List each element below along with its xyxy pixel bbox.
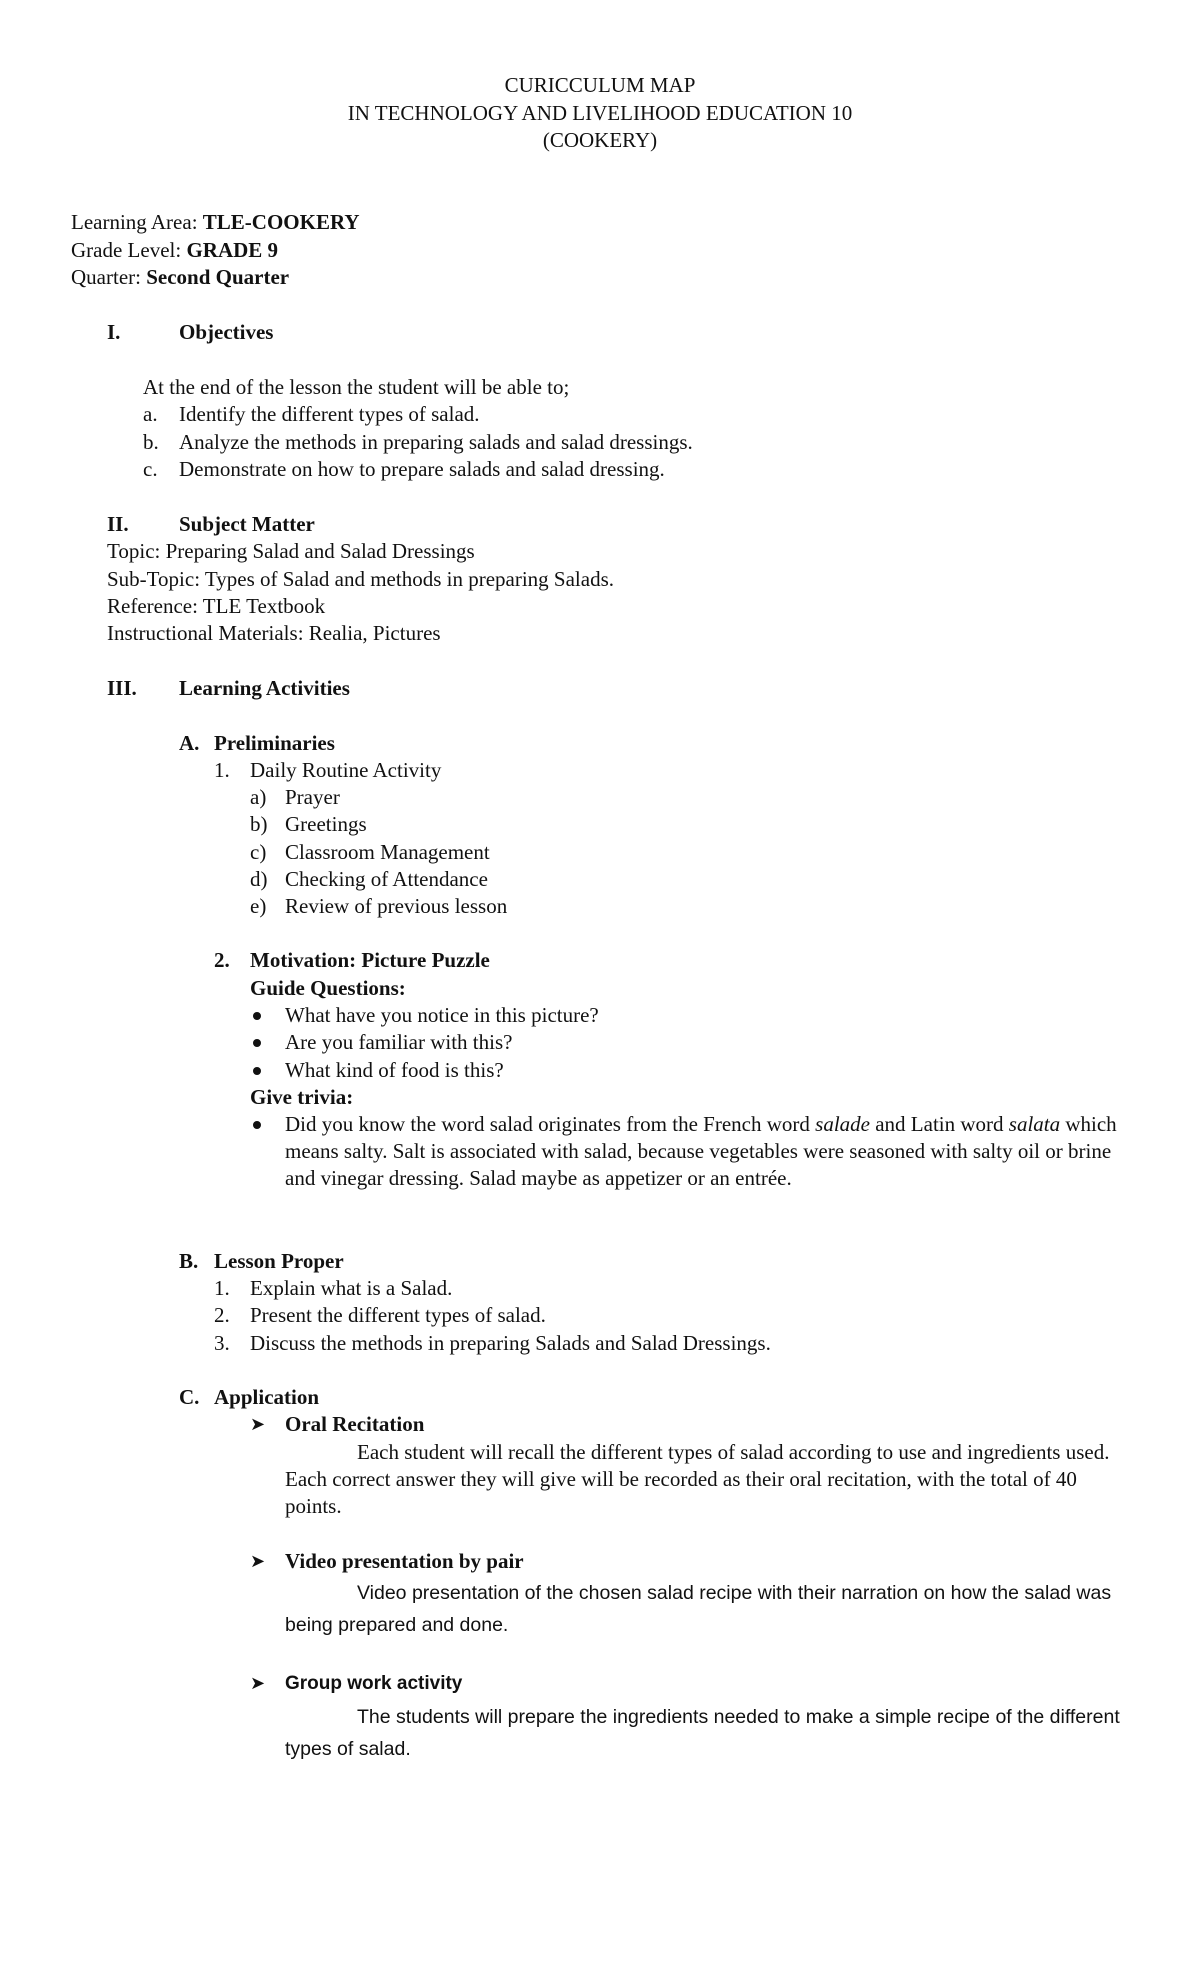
section-title-learning-activities: Learning Activities (179, 676, 350, 700)
routine-title: Daily Routine Activity (250, 758, 442, 782)
objective-marker: c. (143, 457, 158, 481)
subject-topic: Topic: Preparing Salad and Salad Dressings (107, 539, 475, 563)
objective-marker: b. (143, 430, 159, 454)
learning-area-line (71, 209, 360, 236)
group-work-title: Group work activity (285, 1673, 463, 1694)
quarter-label: Quarter: (71, 265, 147, 289)
bullet-icon (253, 1067, 261, 1075)
subject-subtopic: Sub-Topic: Types of Salad and methods in preparing Salads. (107, 567, 615, 591)
objective-marker: a. (143, 402, 158, 426)
routine-item: Greetings (285, 812, 367, 836)
bullet-icon (253, 1012, 261, 1020)
grade-level-value: GRADE 9 (186, 238, 279, 262)
bullet-icon (253, 1121, 261, 1129)
bullet-icon (253, 1039, 261, 1047)
routine-item: Prayer (285, 785, 340, 809)
subsection-title-preliminaries: Preliminaries (214, 731, 335, 755)
grade-level-line (71, 237, 278, 264)
subject-reference: Reference: TLE Textbook (107, 594, 326, 618)
routine-marker: 1. (214, 758, 230, 782)
guide-questions-title: Guide Questions: (250, 976, 406, 1000)
grade-level-label: Grade Level: (71, 238, 187, 262)
motivation-title: Motivation: Picture Puzzle (250, 948, 490, 972)
objective-item: Analyze the methods in preparing salads and salad dressings. (179, 430, 693, 454)
lesson-item: Present the different types of salad. (250, 1303, 546, 1327)
video-presentation-title: Video presentation by pair (285, 1549, 524, 1573)
objective-item: Demonstrate on how to prepare salads and salad dressing. (179, 457, 665, 481)
trivia-word-salade: salade (815, 1112, 870, 1136)
oral-recitation-title: Oral Recitation (285, 1412, 425, 1436)
subsection-letter-application: C. (179, 1385, 200, 1409)
trivia-text: which means salty. Salt is associated with salad, because vegetables were seasoned with salty oil or brine and vinegar dressing. Salad maybe as appetizer or an entrée. (285, 1112, 1117, 1190)
trivia-text: and Latin word (869, 1112, 1009, 1136)
lesson-item-marker: 1. (214, 1276, 230, 1300)
section-title-subject-matter: Subject Matter (179, 512, 315, 536)
trivia-paragraph (285, 1111, 1130, 1192)
objective-item: Identify the different types of salad. (179, 402, 480, 426)
routine-item-marker: c) (250, 840, 267, 864)
arrow-bullet-icon: ➤ (250, 1673, 266, 1694)
subject-materials: Instructional Materials: Realia, Pictures (107, 621, 441, 645)
section-numeral-learning-activities: III. (107, 676, 137, 700)
routine-item-marker: a) (250, 785, 267, 809)
routine-item-marker: d) (250, 867, 268, 891)
quarter-value: Second Quarter (146, 265, 290, 289)
guide-question: What have you notice in this picture? (285, 1003, 599, 1027)
learning-area-value: TLE-COOKERY (202, 210, 360, 234)
lesson-item-marker: 3. (214, 1331, 230, 1355)
oral-recitation-text: Each student will recall the different types of salad according to use and ingredients used. Each correct answer they will give will be recorded as their oral recitation, with the total of 40 points. (285, 1440, 1110, 1518)
section-title-objectives: Objectives (179, 320, 274, 344)
arrow-bullet-icon: ➤ (250, 1414, 266, 1435)
doc-title-line1: CURICCULUM MAP (504, 73, 696, 97)
routine-item-marker: b) (250, 812, 268, 836)
section-numeral-subject-matter: II. (107, 512, 129, 536)
guide-question: Are you familiar with this? (285, 1030, 513, 1054)
lesson-item: Discuss the methods in preparing Salads and Salad Dressings. (250, 1331, 771, 1355)
guide-question: What kind of food is this? (285, 1058, 504, 1082)
trivia-word-salata: salata (1008, 1112, 1061, 1136)
routine-item-marker: e) (250, 894, 267, 918)
subsection-letter-lesson-proper: B. (179, 1249, 199, 1273)
subsection-letter-preliminaries: A. (179, 731, 200, 755)
arrow-bullet-icon: ➤ (250, 1551, 266, 1572)
routine-item: Review of previous lesson (285, 894, 508, 918)
group-work-text: The students will prepare the ingredients needed to make a simple recipe of the different types of salad. (285, 1706, 1120, 1760)
trivia-title: Give trivia: (250, 1085, 354, 1109)
routine-item: Checking of Attendance (285, 867, 488, 891)
lesson-item: Explain what is a Salad. (250, 1276, 453, 1300)
routine-item: Classroom Management (285, 840, 490, 864)
lesson-item-marker: 2. (214, 1303, 230, 1327)
objectives-intro: At the end of the lesson the student will be able to; (143, 375, 570, 399)
doc-title-line2: IN TECHNOLOGY AND LIVELIHOOD EDUCATION 10 (347, 101, 853, 125)
doc-title-line3: (COOKERY) (542, 128, 658, 152)
learning-area-label: Learning Area: (71, 210, 203, 234)
quarter-line (71, 264, 289, 291)
trivia-text: Did you know the word salad originates from the French word (285, 1112, 816, 1136)
subsection-title-lesson-proper: Lesson Proper (214, 1249, 344, 1273)
video-presentation-text: Video presentation of the chosen salad recipe with their narration on how the salad was being prepared and done. (285, 1582, 1112, 1636)
motivation-marker: 2. (214, 948, 230, 972)
subsection-title-application: Application (214, 1385, 320, 1409)
section-numeral-objectives: I. (107, 320, 121, 344)
